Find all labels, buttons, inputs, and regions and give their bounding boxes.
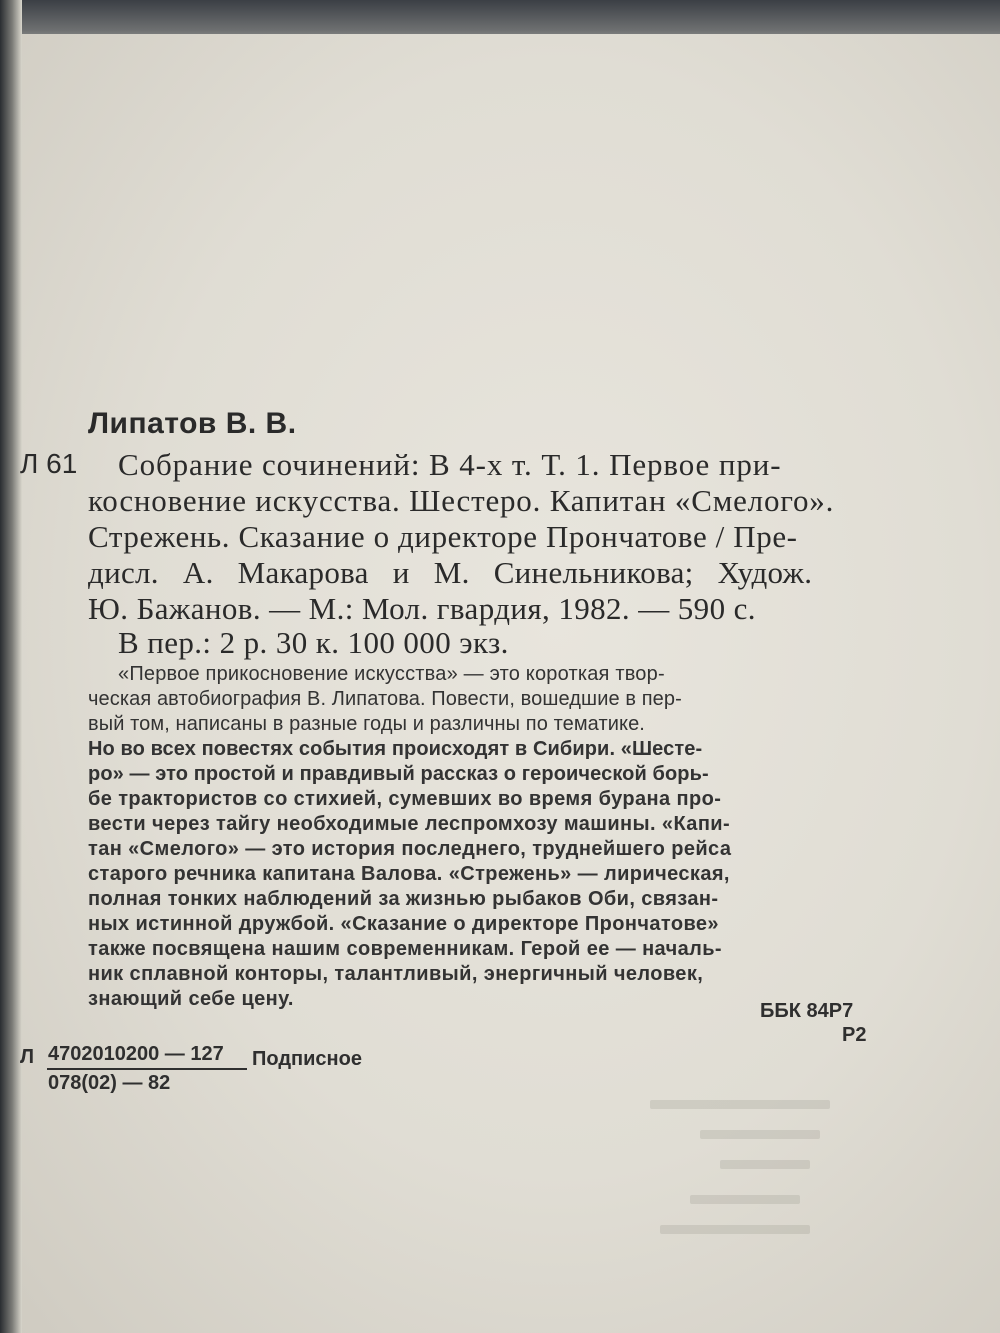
bibliographic-line: Стрежень. Сказание о директоре Прончатове / Пре- <box>88 519 798 554</box>
annotation-line: ро» — это простой и правдивый рассказ о героической борь- <box>88 763 709 785</box>
show-through-mark <box>690 1195 800 1204</box>
price-circulation-line: В пер.: 2 р. 30 к. 100 000 экз. <box>118 625 509 660</box>
footer-letter: Л <box>20 1046 35 1068</box>
fraction-bar <box>47 1068 247 1070</box>
author-name: Липатов В. В. <box>88 407 297 440</box>
bibliographic-line: Собрание сочинений: В 4-х т. Т. 1. Первое при- <box>118 447 782 482</box>
annotation-line: ных истинной дружбой. «Сказание о директоре Прончатове» <box>88 913 719 935</box>
show-through-mark <box>660 1225 810 1234</box>
bibliographic-line: Ю. Бажанов. — М.: Мол. гвардия, 1982. — 590 с. <box>88 591 756 626</box>
show-through-mark <box>720 1160 810 1169</box>
annotation-line: также посвящена нашим современникам. Герой ее — началь- <box>88 938 722 960</box>
annotation-line: ник сплавной конторы, талантливый, энергичный человек, <box>88 963 704 985</box>
annotation-line: вести через тайгу необходимые леспромхозу машины. «Капи- <box>88 813 731 835</box>
bibliographic-line: косновение искусства. Шестеро. Капитан «Смелого». <box>88 483 835 518</box>
annotation-line: тан «Смелого» — это история последнего, труднейшего рейса <box>88 838 732 860</box>
bbk-code: ББК 84Р7 <box>760 1000 854 1022</box>
annotation-line: вый том, написаны в разные годы и различны по тематике. <box>88 713 645 735</box>
annotation-line: старого речника капитана Валова. «Стрежень» — лирическая, <box>88 863 730 885</box>
show-through-mark <box>650 1100 830 1109</box>
index-code: Л 61 <box>20 448 78 479</box>
annotation-line: ческая автобиография В. Липатова. Повести, вошедшие в пер- <box>88 688 682 710</box>
footer-numerator: 4702010200 — 127 <box>48 1043 224 1065</box>
bibliographic-line: дисл. А. Макарова и М. Синельникова; Худож. <box>88 555 813 590</box>
annotation-line: «Первое прикосновение искусства» — это короткая твор- <box>118 663 665 685</box>
footer-denominator: 078(02) — 82 <box>48 1072 171 1094</box>
annotation-line: полная тонких наблюдений за жизнью рыбаков Оби, связан- <box>88 888 719 910</box>
annotation-line: Но во всех повестях события происходят в Сибири. «Шесте- <box>88 738 703 760</box>
annotation-line: бе трактористов со стихией, сумевших во время бурана про- <box>88 788 722 810</box>
show-through-mark <box>700 1130 820 1139</box>
subscription-label: Подписное <box>252 1048 362 1070</box>
annotation-line: знающий себе цену. <box>88 988 294 1010</box>
bbk-subcode: Р2 <box>842 1024 867 1046</box>
